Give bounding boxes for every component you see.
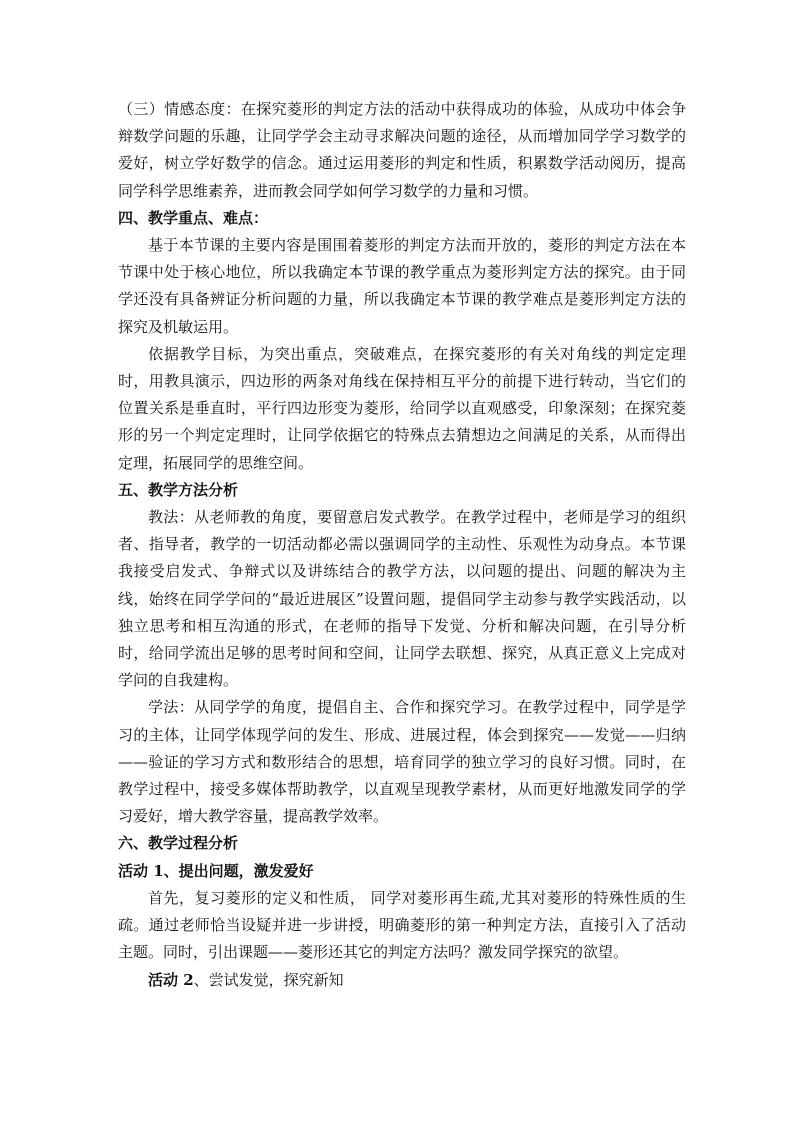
learning-method-paragraph: 学法：从同学学的角度，提倡自主、合作和探究学习。在教学过程中，同学是学习的主体，让同学体现学问的发生、形成、进展过程，体会到探究——发觉——归纳——验证的学习方式和数形结合的思想，培育同学的独立学习的良好习惯。同时，在教学过程中，接受多媒体帮助教学，以直观呈现教学素材，从而更好地激发同学的学习爱好，增大教学容量，提高教学效率。 [118, 698, 686, 826]
key-points-paragraph-1: 基于本节课的主要内容是围围着菱形的判定方法而开放的，菱形的判定方法在本节课中处于核心地位，所以我确定本节课的教学重点为菱形判定方法的探究。由于同学还没有具备辨证分析问题的力量，所以我确定本节课的教学难点是菱形判定方法的探究及机敏运用。 [118, 236, 686, 336]
emotion-paragraph: （三）情感态度：在探究菱形的判定方法的活动中获得成功的体验，从成功中体会争辩数学问题的乐趣，让同学学会主动寻求解决问题的途径，从而增加同学学习数学的爱好，树立学好数学的信念。通过运用菱形的判定和性质，积累数学活动阅历，提高同学科学思维素养，进而教会同学如何学习数学的力量和习惯。 [118, 100, 686, 200]
key-points-paragraph-2: 依据教学目标，为突出重点，突破难点，在探究菱形的有关对角线的判定定理时，用教具演示，四边形的两条对角线在保持相互平分的前提下进行转动，当它们的位置关系是垂直时，平行四边形变为菱形，给同学以直观感受，印象深刻；在探究菱形的另一个判定定理时，让同学依据它的特殊点去猜想边之间满足的关系，从而得出定理，拓展同学的思维空间。 [118, 344, 686, 472]
methods-heading: 五、教学方法分析 [118, 480, 239, 499]
activity-1-heading: 活动 1、提出问题，激发爱好 [118, 861, 314, 880]
activity-2-title: 、尝试发觉，探究新知 [193, 970, 344, 989]
activity-1-paragraph: 首先，复习菱形的定义和性质， 同学对菱形再生疏,尤其对菱形的特殊性质的生疏。通过老师恰当设疑并进一步讲授，明确菱形的第一种判定方法，直接引入了活动主题。同时，引出课题——菱形还其它的判定方法吗？激发同学探究的欲望。 [118, 888, 686, 962]
teaching-method-paragraph: 教法：从老师教的角度，要留意启发式教学。在教学过程中，老师是学习的组织者、指导者，教学的一切活动都必需以强调同学的主动性、乐观性为动身点。本节课我接受启发式、争辩式以及讲练结合的教学方法，以问题的提出、问题的解决为主线，始终在同学学问的“最近进展区”设置问题，提倡同学主动参与教学实践活动，以独立思考和相互沟通的形式，在老师的指导下发觉、分析和解决问题，在引导分析时，给同学流出足够的思考时间和空间，让同学去联想、探究，从真正意义上完成对学问的自我建构。 [118, 508, 686, 690]
process-heading: 六、教学过程分析 [118, 834, 239, 853]
activity-2-heading [118, 967, 686, 994]
key-points-heading: 四、教学重点、难点： [118, 208, 269, 227]
activity-2-label: 活动 2 [148, 970, 194, 989]
document-page [118, 96, 686, 994]
